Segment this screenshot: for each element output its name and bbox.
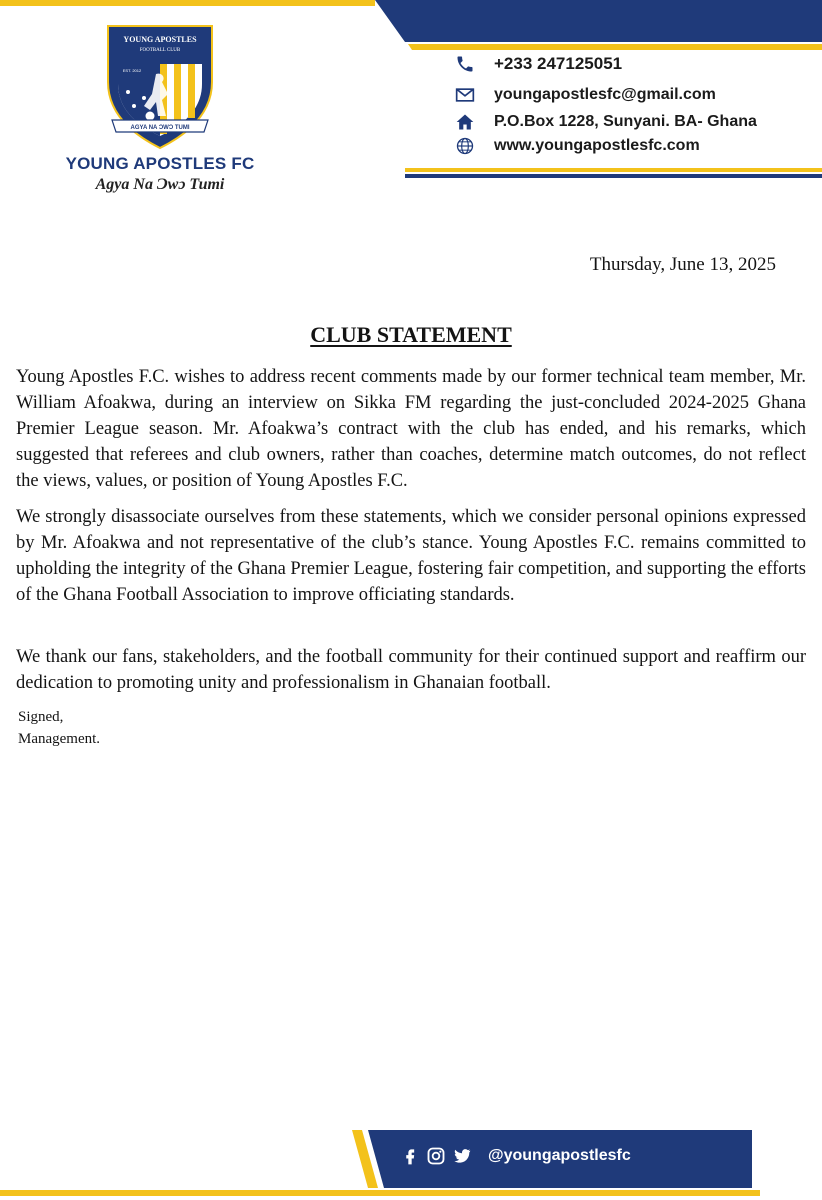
club-name: YOUNG APOSTLES FC [65, 154, 255, 173]
statement-title: CLUB STATEMENT [310, 322, 512, 347]
postal-address: P.O.Box 1228, Sunyani. BA- Ghana [494, 113, 757, 130]
social-handle[interactable]: @youngapostlesfc [488, 1147, 631, 1164]
signed-label: Signed, [18, 709, 64, 725]
instagram-icon[interactable] [426, 1146, 446, 1166]
globe-icon [454, 136, 476, 156]
email-address[interactable]: youngapostlesfc@gmail.com [494, 86, 716, 103]
home-icon [454, 112, 476, 132]
signatory: Management. [18, 731, 101, 747]
crest-banner-text: AGYA NA ƆWƆ TUMI [130, 125, 190, 131]
contact-email [454, 85, 716, 105]
crest-top-text: YOUNG APOSTLES [123, 35, 197, 44]
crest-est-text: EST. 2012 [122, 68, 142, 73]
website-link[interactable]: www.youngapostlesfc.com [494, 137, 700, 154]
club-motto: Agya Na Ɔwɔ Tumi [95, 176, 225, 193]
facebook-icon[interactable] [400, 1146, 420, 1166]
social-bar [400, 1146, 631, 1166]
mail-icon [454, 85, 476, 105]
crest-sub-text: FOOTBALL CLUB [139, 48, 181, 53]
signature-block [18, 706, 100, 750]
phone-number[interactable]: +233 247125051 [494, 54, 623, 73]
statement-paragraph-3: We thank our fans, stakeholders, and the football community for their continued support and reaffirm our dedication to promoting unity and professionalism in Ghanaian football. [16, 647, 806, 693]
contact-address [454, 112, 757, 132]
twitter-icon[interactable] [452, 1146, 472, 1166]
phone-icon [454, 54, 476, 74]
contact-phone [454, 54, 622, 74]
statement-paragraph-2: We strongly disassociate ourselves from these statements, which we consider personal opinions expressed by Mr. Afoakwa and not representative of the club’s stance. Young Apostles F.C. remains committed to upholding the integrity of the Ghana Premier League, fostering fair competition, and supporting the efforts of the Ghana Football Association to improve officiating standards. [16, 507, 806, 605]
club-crest-logo [104, 20, 216, 150]
contact-website [454, 136, 700, 156]
letter-date: Thursday, June 13, 2025 [589, 254, 776, 275]
statement-paragraph-1: Young Apostles F.C. wishes to address recent comments made by our former technical team member, Mr. William Afoakwa, during an interview on Sikka FM regarding the just-concluded 2024-2025 Ghana Premier League season. Mr. Afoakwa’s contract with the club has ended, and his remarks, which suggested that referees and club owners, rather than coaches, determine match outcomes, do not reflect the views, values, or position of Young Apostles F.C. [16, 367, 806, 491]
